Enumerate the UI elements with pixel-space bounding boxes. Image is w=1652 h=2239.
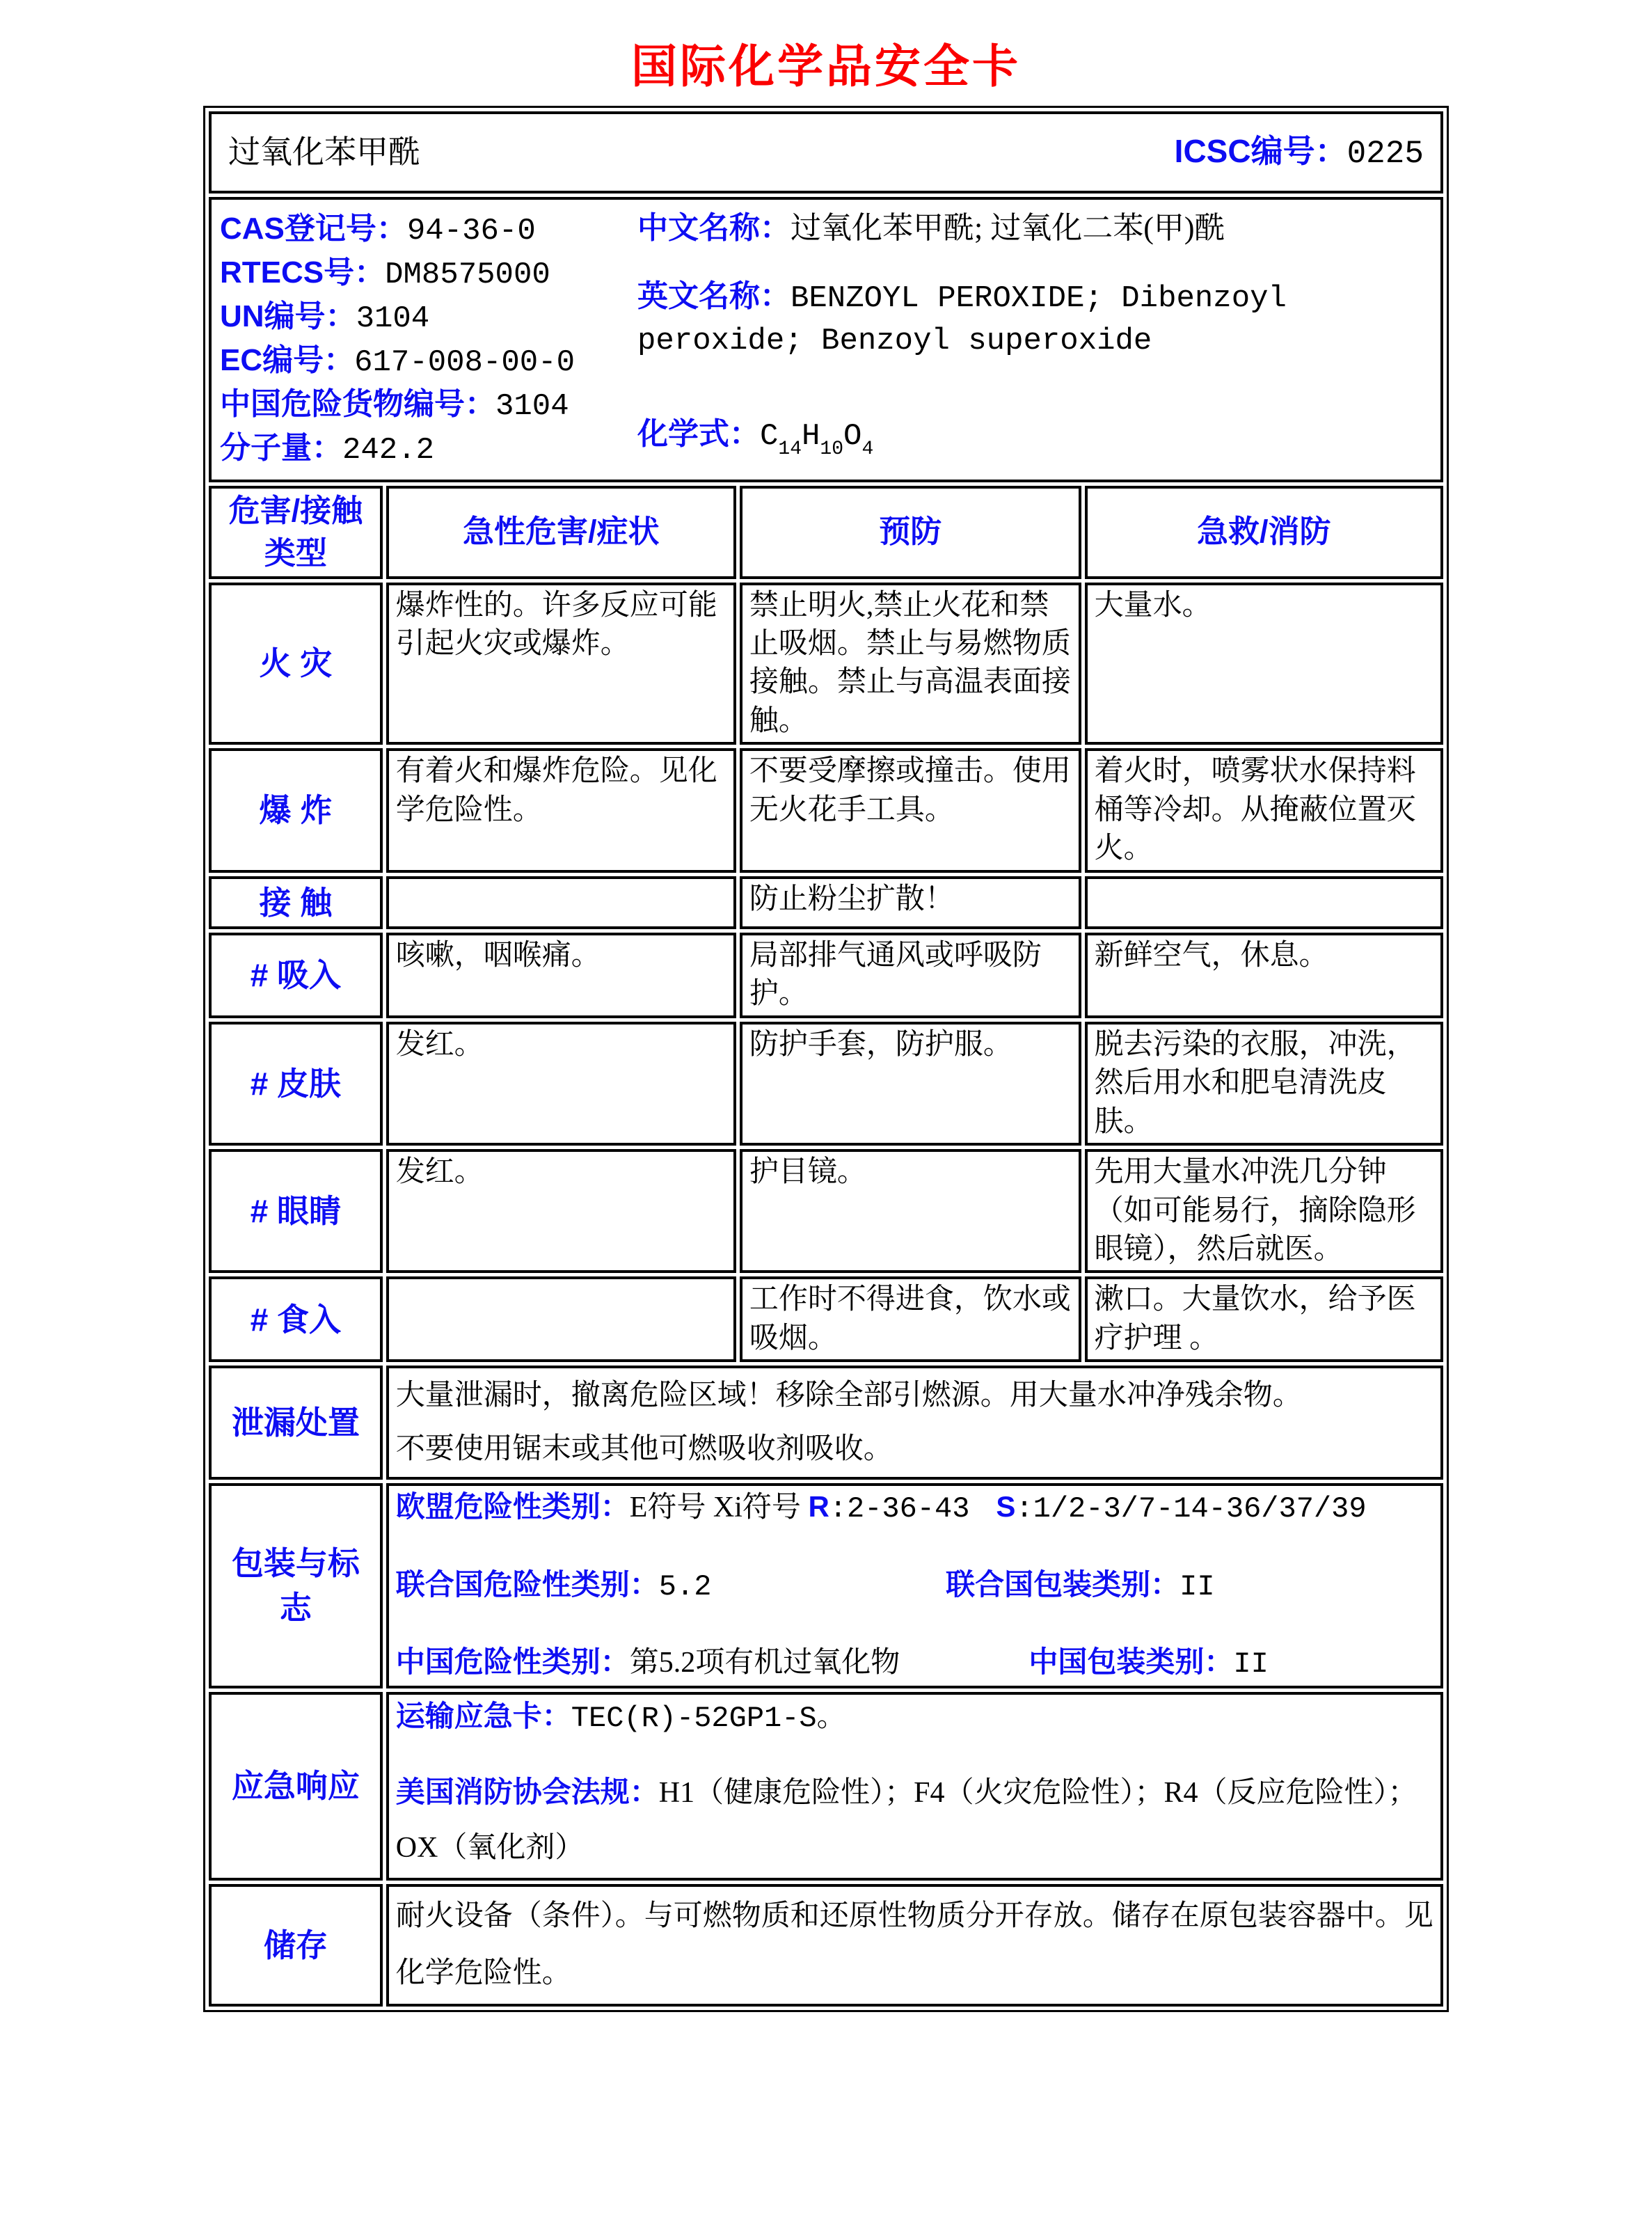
un-pack-group-label: 联合国包装类别： <box>946 1567 1180 1601</box>
r-phrases-label: R <box>808 1489 829 1523</box>
section-label-packaging: 包装与标志 <box>209 1483 383 1688</box>
china-dg-label: 中国危险货物编号： <box>220 387 495 421</box>
rtecs-number-line <box>220 252 637 296</box>
ingestion-firstaid-cell: 漱口。大量饮水，给予医疗护理 。 <box>1085 1276 1443 1362</box>
cas-label: CAS登记号： <box>220 212 407 246</box>
inhalation-prevention-cell: 局部排气通风或呼吸防护。 <box>740 933 1081 1018</box>
icsc-label: ICSC编号： <box>1174 132 1347 169</box>
card-title-row <box>209 111 1443 193</box>
cn-class-value: 第5.2项有机过氧化物 <box>629 1647 900 1679</box>
formula-label: 化学式： <box>637 417 760 451</box>
storage-text: 耐火设备（条件）。与可燃物质和还原性物质分开存放。储存在原包装容器中。见化学危险性。 <box>395 1900 1433 1990</box>
contact-prevention-cell: 防止粉尘扩散！ <box>740 876 1081 929</box>
eyes-firstaid-cell: 先用大量水冲洗几分钟（如可能易行，摘除隐形眼镜），然后就医。 <box>1085 1149 1443 1273</box>
icsc-number: 0225 <box>1347 135 1424 172</box>
s-phrases-value: :1/2-3/7-14-36/37/39 <box>1015 1492 1367 1526</box>
un-value: 3104 <box>356 301 430 336</box>
inhalation-symptoms-cell: 咳嗽，咽喉痛。 <box>386 933 736 1018</box>
rtecs-label: RTECS号： <box>220 255 386 290</box>
header-hazard-type: 危害/接触 类型 <box>209 486 383 579</box>
eu-class-label: 欧盟危险性类别： <box>395 1489 630 1523</box>
icsc-card-table <box>203 106 1449 2012</box>
spill-text-1: 大量泄漏时，撤离危险区域！移除全部引燃源。用大量水冲净残余物。 <box>395 1379 1302 1412</box>
identity-cell <box>209 197 1443 482</box>
molecular-weight-line <box>220 427 637 471</box>
storage-content-cell <box>386 1884 1443 2007</box>
section-label-storage: 储存 <box>209 1884 383 2007</box>
hazard-row-contact <box>209 876 1443 929</box>
cas-value: 94-36-0 <box>406 214 536 248</box>
row-label-inhalation: # 吸入 <box>209 933 383 1018</box>
hazard-row-inhalation <box>209 933 1443 1018</box>
formula-line <box>637 414 1432 470</box>
hazard-header-row <box>209 486 1443 579</box>
un-pack-group-value: II <box>1180 1569 1215 1604</box>
section-label-emergency: 应急响应 <box>209 1692 383 1881</box>
explosion-prevention-cell: 不要受摩擦或撞击。使用无火花手工具。 <box>740 748 1081 872</box>
hazard-row-eyes <box>209 1149 1443 1273</box>
cn-pack-group-value: II <box>1233 1647 1269 1682</box>
hazard-row-ingestion <box>209 1276 1443 1362</box>
ec-value: 617-008-00-0 <box>354 345 575 380</box>
explosion-symptoms-cell: 有着火和爆炸危险。见化学危险性。 <box>386 748 736 872</box>
english-name-value: BENZOYL PEROXIDE; Dibenzoyl peroxide; Benzoyl superoxide <box>637 281 1287 358</box>
explosion-firstaid-cell: 着火时，喷雾状水保持料桶等冷却。从掩蔽位置灭火。 <box>1085 748 1443 872</box>
fire-firstaid-cell: 大量水。 <box>1085 583 1443 745</box>
icsc-number-field <box>1175 130 1424 175</box>
chinese-name-value: 过氧化苯甲酰; 过氧化二苯(甲)酰 <box>791 211 1225 245</box>
skin-symptoms-cell: 发红。 <box>386 1022 736 1146</box>
molecular-weight-label: 分子量： <box>220 431 342 465</box>
eyes-symptoms-cell: 发红。 <box>386 1149 736 1273</box>
chemical-formula: $C_{14}H_{10}O_4$ <box>760 419 874 460</box>
section-row-packaging <box>209 1483 1443 1688</box>
row-label-skin: # 皮肤 <box>209 1022 383 1146</box>
page-title: 国际化学品安全卡 <box>631 42 1021 93</box>
row-label-ingestion: # 食入 <box>209 1276 383 1362</box>
header-prevention: 预防 <box>740 486 1081 579</box>
ec-label: EC编号： <box>220 343 355 377</box>
spill-text-2: 不要使用锯末或其他可燃吸收剂吸收。 <box>395 1433 893 1466</box>
transport-card-line <box>396 1696 1433 1739</box>
un-number-line <box>220 296 637 340</box>
chemical-names-block <box>637 208 1432 471</box>
un-label: UN编号： <box>220 299 356 333</box>
emergency-content-cell <box>386 1692 1443 1881</box>
chinese-name-label: 中文名称： <box>637 211 791 245</box>
identity-row <box>209 197 1443 482</box>
ec-number-line <box>220 340 637 383</box>
un-class-label: 联合国危险性类别： <box>395 1567 659 1601</box>
cn-pack-group-label: 中国包装类别： <box>1028 1645 1234 1679</box>
english-name-line <box>637 276 1432 361</box>
row-label-explosion: 爆 炸 <box>209 748 383 872</box>
hazard-row-skin <box>209 1022 1443 1146</box>
china-dg-value: 3104 <box>495 389 569 424</box>
eu-hazard-class-line <box>396 1487 1433 1529</box>
transport-card-value: TEC(R)-52GP1-S。 <box>571 1701 846 1735</box>
chemical-name: 过氧化苯甲酰 <box>228 134 420 170</box>
registry-numbers <box>220 208 637 471</box>
cn-class-label: 中国危险性类别： <box>395 1645 630 1679</box>
eyes-prevention-cell: 护目镜。 <box>740 1149 1081 1273</box>
contact-symptoms-cell <box>386 876 736 929</box>
s-phrases-label: S <box>996 1489 1016 1523</box>
chinese-name-line <box>637 208 1432 248</box>
ingestion-prevention-cell: 工作时不得进食，饮水或吸烟。 <box>740 1276 1081 1362</box>
china-dg-number-line <box>220 383 637 427</box>
un-class-value: 5.2 <box>658 1569 712 1604</box>
section-row-spill <box>209 1366 1443 1480</box>
eu-class-symbols: E符号 Xi符号 <box>629 1491 809 1524</box>
cas-number-line <box>220 208 637 252</box>
un-class-line <box>396 1565 1433 1607</box>
rtecs-value: DM8575000 <box>385 258 550 292</box>
hazard-row-fire <box>209 583 1443 745</box>
header-symptoms: 急性危害/症状 <box>386 486 736 579</box>
row-label-eyes: # 眼睛 <box>209 1149 383 1273</box>
skin-prevention-cell: 防护手套，防护服。 <box>740 1022 1081 1146</box>
section-row-emergency <box>209 1692 1443 1881</box>
packaging-content-cell <box>386 1483 1443 1688</box>
section-label-spill: 泄漏处置 <box>209 1366 383 1480</box>
hazard-row-explosion <box>209 748 1443 872</box>
nfpa-label: 美国消防协会法规： <box>395 1775 659 1808</box>
nfpa-line <box>396 1764 1433 1877</box>
row-label-fire: 火 灾 <box>209 583 383 745</box>
row-label-contact: 接 触 <box>209 876 383 929</box>
english-name-label: 英文名称： <box>637 279 791 313</box>
r-phrases-value: :2-36-43 <box>829 1492 970 1526</box>
skin-firstaid-cell: 脱去污染的衣服，冲洗，然后用水和肥皂清洗皮肤。 <box>1085 1022 1443 1146</box>
header-firstaid: 急救/消防 <box>1085 486 1443 579</box>
cn-class-line <box>396 1643 1433 1684</box>
spill-content-cell <box>386 1366 1443 1480</box>
fire-prevention-cell: 禁止明火,禁止火花和禁止吸烟。禁止与易燃物质接触。禁止与高温表面接触。 <box>740 583 1081 745</box>
ingestion-symptoms-cell <box>386 1276 736 1362</box>
inhalation-firstaid-cell: 新鲜空气，休息。 <box>1085 933 1443 1018</box>
nfpa-value: H1（健康危险性）；F4（火灾危险性）；R4（反应危险性）；OX（氧化剂） <box>395 1776 1417 1865</box>
molecular-weight-value: 242.2 <box>342 433 435 468</box>
section-row-storage <box>209 1884 1443 2007</box>
transport-card-label: 运输应急卡： <box>395 1699 571 1732</box>
fire-symptoms-cell: 爆炸性的。许多反应可能引起火灾或爆炸。 <box>386 583 736 745</box>
contact-firstaid-cell <box>1085 876 1443 929</box>
card-title-cell <box>209 111 1443 193</box>
